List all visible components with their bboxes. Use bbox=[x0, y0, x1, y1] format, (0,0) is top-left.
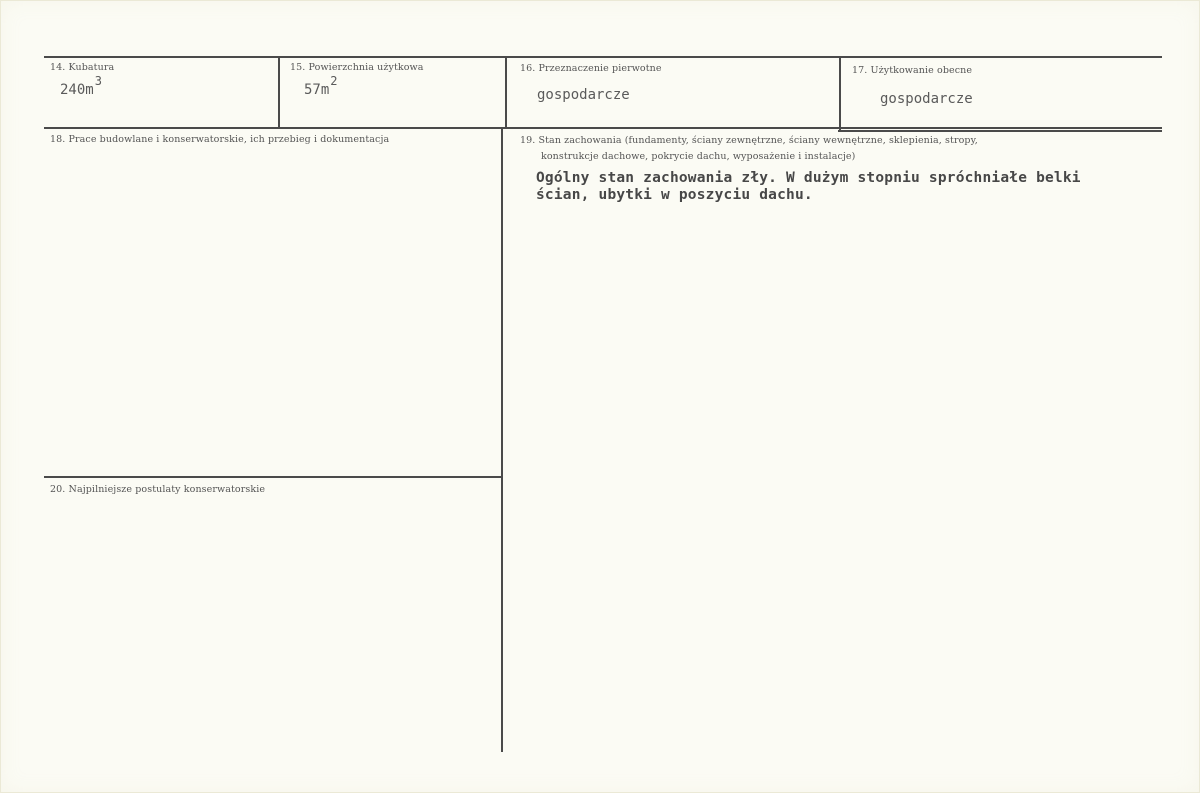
divider-14-15 bbox=[278, 57, 280, 128]
field19-label-line2: konstrukcje dachowe, pokrycie dachu, wyposażenie i instalacje) bbox=[541, 151, 856, 162]
field14-value-text: 240m bbox=[60, 82, 94, 98]
field15-value-text: 57m bbox=[304, 82, 330, 98]
field16-label: 16. Przeznaczenie pierwotne bbox=[520, 63, 662, 74]
field18-label: 18. Prace budowlane i konserwatorskie, ich przebieg i dokumentacja bbox=[50, 134, 390, 145]
field20-top-rule bbox=[44, 476, 502, 478]
field14-label: 14. Kubatura bbox=[50, 62, 115, 73]
field19-text-line1: Ogólny stan zachowania zły. W dużym stopniu spróchniałe belki bbox=[536, 170, 1081, 186]
field14-sup: 3 bbox=[94, 74, 102, 88]
field16-value: gospodarcze bbox=[537, 87, 630, 103]
row1-bottom-rule-right bbox=[838, 130, 1162, 132]
field17-value: gospodarcze bbox=[880, 91, 973, 107]
field19-text-line2: ścian, ubytki w poszyciu dachu. bbox=[536, 187, 813, 203]
field17-label: 17. Użytkowanie obecne bbox=[852, 65, 973, 76]
field15-label: 15. Powierzchnia użytkowa bbox=[290, 62, 424, 73]
field15-sup: 2 bbox=[330, 74, 338, 88]
divider-16-17 bbox=[839, 57, 841, 131]
field20-label: 20. Najpilniejsze postulaty konserwatorskie bbox=[50, 484, 266, 495]
top-rule bbox=[44, 56, 1162, 58]
row1-bottom-rule bbox=[44, 127, 1162, 129]
field19-label-line1: 19. Stan zachowania (fundamenty, ściany zewnętrzne, ściany wewnętrzne, sklepienia, stropy, bbox=[520, 135, 978, 146]
field14-value bbox=[60, 74, 102, 98]
field15-value bbox=[304, 74, 338, 98]
divider-main-column bbox=[501, 128, 503, 752]
divider-15-16 bbox=[505, 57, 507, 128]
